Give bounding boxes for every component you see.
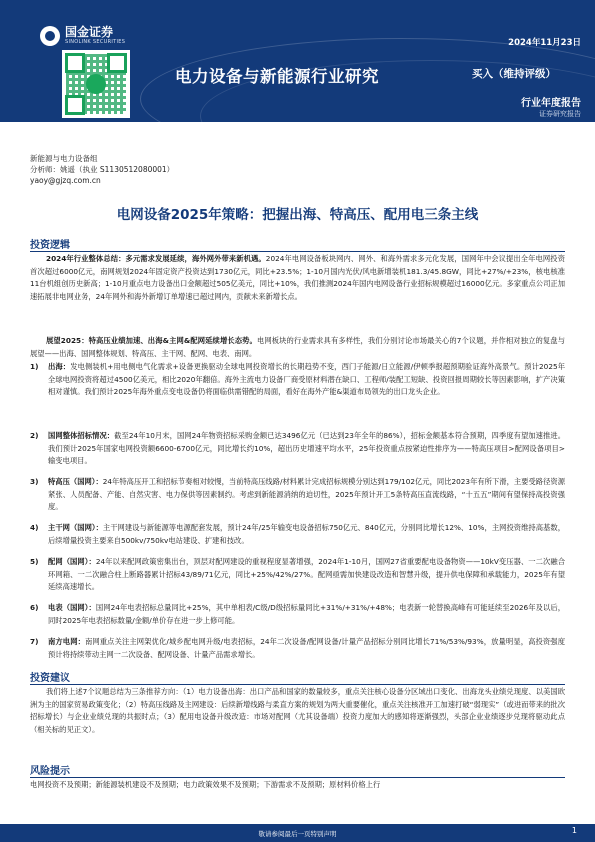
- list-item: 3) 特高压（国网）：24年特高压开工和招标节奏相对较慢，当前特高压线路/材料累计完成招标规模分别达到179/102亿元，同比2023年有所下滑，主要受路径资源紧张、人员配备、产能、自然灾害、电力保供等因素制约。考虑到新能源消纳的迫切性，2025年预计开工5条特高压直流线路，“十五五”期间有望保持高投资强度。: [30, 477, 565, 512]
- report-category: 证券研究报告: [539, 110, 581, 118]
- logo-name-en: SINOLINK SECURITIES: [65, 39, 126, 45]
- qr-code-icon: [62, 50, 130, 118]
- list-item: 7) 南方电网：南网重点关注主网架优化/城乡配电网升级/电表招标，24年二次设备/配网设备/计量产品招标分别同比增长71%/53%/93%，放量明显，高投资强度预计将持续带动主网一二次设备、配网设备、计量产品需求增长。: [30, 637, 565, 659]
- analyst-info: [30, 153, 174, 186]
- rating-badge: 买入（维持评级）: [472, 68, 556, 80]
- report-date: 2024年11月23日: [508, 38, 581, 48]
- analyst-name: 分析师：姚遥（执业 S1130512080001）: [30, 165, 175, 174]
- section-divider: [30, 251, 565, 252]
- paragraph-text: 2024年电网设备板块网内、网外、和海外需求多元化发展，国网年中会议提出全年电网投资首次超过6000亿元，南网规划2024年固定资产投资达到1730亿元，同比+23.5%；1-10月国内光伏/风电新增装机181.3/45.8GW，同比+27%/+23%，核电核准11台机组创历史新高；1-10月重点电力设备出口金额超过505亿美元，同比+10%，我们推测2024年国内电网设备行业招标规模超过16000亿元。多家重点公司正加速拓展非电网业务，24年网外和海外新增订单增速已超过网内，贡献未来新增长点。: [30, 254, 565, 302]
- page-title: 电网设备2025年策略：把握出海、特高压、配用电三条主线: [116, 207, 479, 223]
- logic-paragraph-summary: [30, 253, 565, 304]
- list-item: 6) 电表（国网）：国网24年电表招标总量同比+25%，其中单相表/C级/D级招标量同比+31%/+31%/+48%；电表新一轮替换高峰有可能延续至2026年及以后，同时2025年电表招标数量/金额/单价存在进一步上修可能。: [30, 603, 565, 625]
- list-item: 2) 国网整体招标情况：截至24年10月末，国网24年物资招标采购金额已达3496亿元（已达到23年全年的86%），招标金额基本符合预期，四季度有望加速推进。我们预计2025年国家电网投资额6600-6700亿元，同比增长约10%，超出历史增速平均水平，25年投资重点按紧迫性排序为——特高压项目>配网设备项目>输变电项目。: [30, 431, 566, 466]
- logo-name-cn: 国金证券: [65, 25, 114, 39]
- analyst-email[interactable]: yaoy@gjzq.com.cn: [30, 176, 101, 185]
- analyst-group: 新能源与电力设备组: [30, 154, 98, 163]
- list-item: 5) 配网（国网）：24年以来配网政策密集出台，顶层对配网建设的重视程度显著增强，2024年1-10月，国网27省重要配电设备物资——10kV变压器、一二次融合环网箱、一二次融合柱上断路器累计招标43/89/71亿元，同比+25%/42%/27%。配网亟需加快建设改造和智慧升级，提升供电保障和承载能力，2025年有望延续高速增长。: [30, 557, 566, 592]
- report-header: [0, 0, 595, 122]
- paragraph-text: 电网板块的行业需求具有多样性，我们分别讨论市场最关心的7个议题，并作相对独立的复盘与展望——出海、国网整体规划、特高压、主干网、配网、电表、南网。: [30, 336, 565, 358]
- section-heading-logic: 投资逻辑: [30, 240, 70, 251]
- company-logo: [40, 26, 125, 46]
- lead-sentence: 展望2025：特高压业绩加速、出海&主网&配网延续增长态势。: [46, 336, 257, 345]
- list-item: 1) 出海：发电侧装机+用电侧电气化需求+设备更换驱动全球电网投资增长的长期趋势不变，西门子能源/日立能源/伊顿季报超预期验证海外高景气。预计2025年全球电网投资将超过4500亿美元，相比2020年翻倍。海外主流电力设备厂商受原材料潜在缺口、工程师/装配工短缺、投资回报周期较长等因素影响，扩产决策相对谨慎。我们预计2025年海外重点变电设备仍将面临供需错配的局面，看好在海外产能&渠道布局领先的出口龙头企业。: [30, 362, 566, 397]
- advice-paragraph: 我们将上述7个议题总结为三条推荐方向：（1）电力设备出海：出口产品和国家的数量较多，重点关注核心设备分区域出口变化、出海龙头业绩兑现度、以美国欧洲为主的国家贸易政策变化；（2）特高压线路及主网建设：后续新增线路与柔直方案的规划为两大重要催化，重点关注核准开工加速打破“弱现实”（或进而带来的批次招标增长）与企业业绩兑现的共振时点；（3）配用电设备升级改造：市场对配网（尤其设备端）投资力度加大的感知将逐渐强烈，头部企业业绩逐步兑现将驱动此点（相关标的见正文）。: [30, 687, 565, 735]
- section-heading-risk: 风险提示: [30, 766, 70, 777]
- page-number: 1: [571, 826, 577, 835]
- section-divider: [30, 777, 565, 778]
- lead-sentence: 2024年行业整体总结：多元需求发展延续，海外网外带来新机遇。: [46, 254, 266, 263]
- risk-paragraph: 电网投资不及预期；新能源装机建设不及预期；电力政策效果不及预期；下游需求不及预期；原材料价格上行: [30, 780, 381, 789]
- report-industry-title: 电力设备与新能源行业研究: [175, 67, 379, 86]
- logo-icon: [40, 26, 60, 46]
- list-item: 4) 主干网（国网）：主干网建设与新能源等电源配套发展，预计24年/25年输变电设备招标750亿元、840亿元，分别同比增长12%、10%，主网投资维持高基数，后续增量投资主要来自500kv/750kv电站建设、扩建和技改。: [30, 523, 565, 545]
- footer-disclaimer[interactable]: 敬请参阅最后一页特别声明: [258, 830, 337, 838]
- section-heading-advice: 投资建议: [30, 673, 70, 684]
- logic-paragraph-outlook: [30, 335, 565, 360]
- report-type: 行业年度报告: [521, 98, 581, 109]
- section-divider: [30, 684, 565, 685]
